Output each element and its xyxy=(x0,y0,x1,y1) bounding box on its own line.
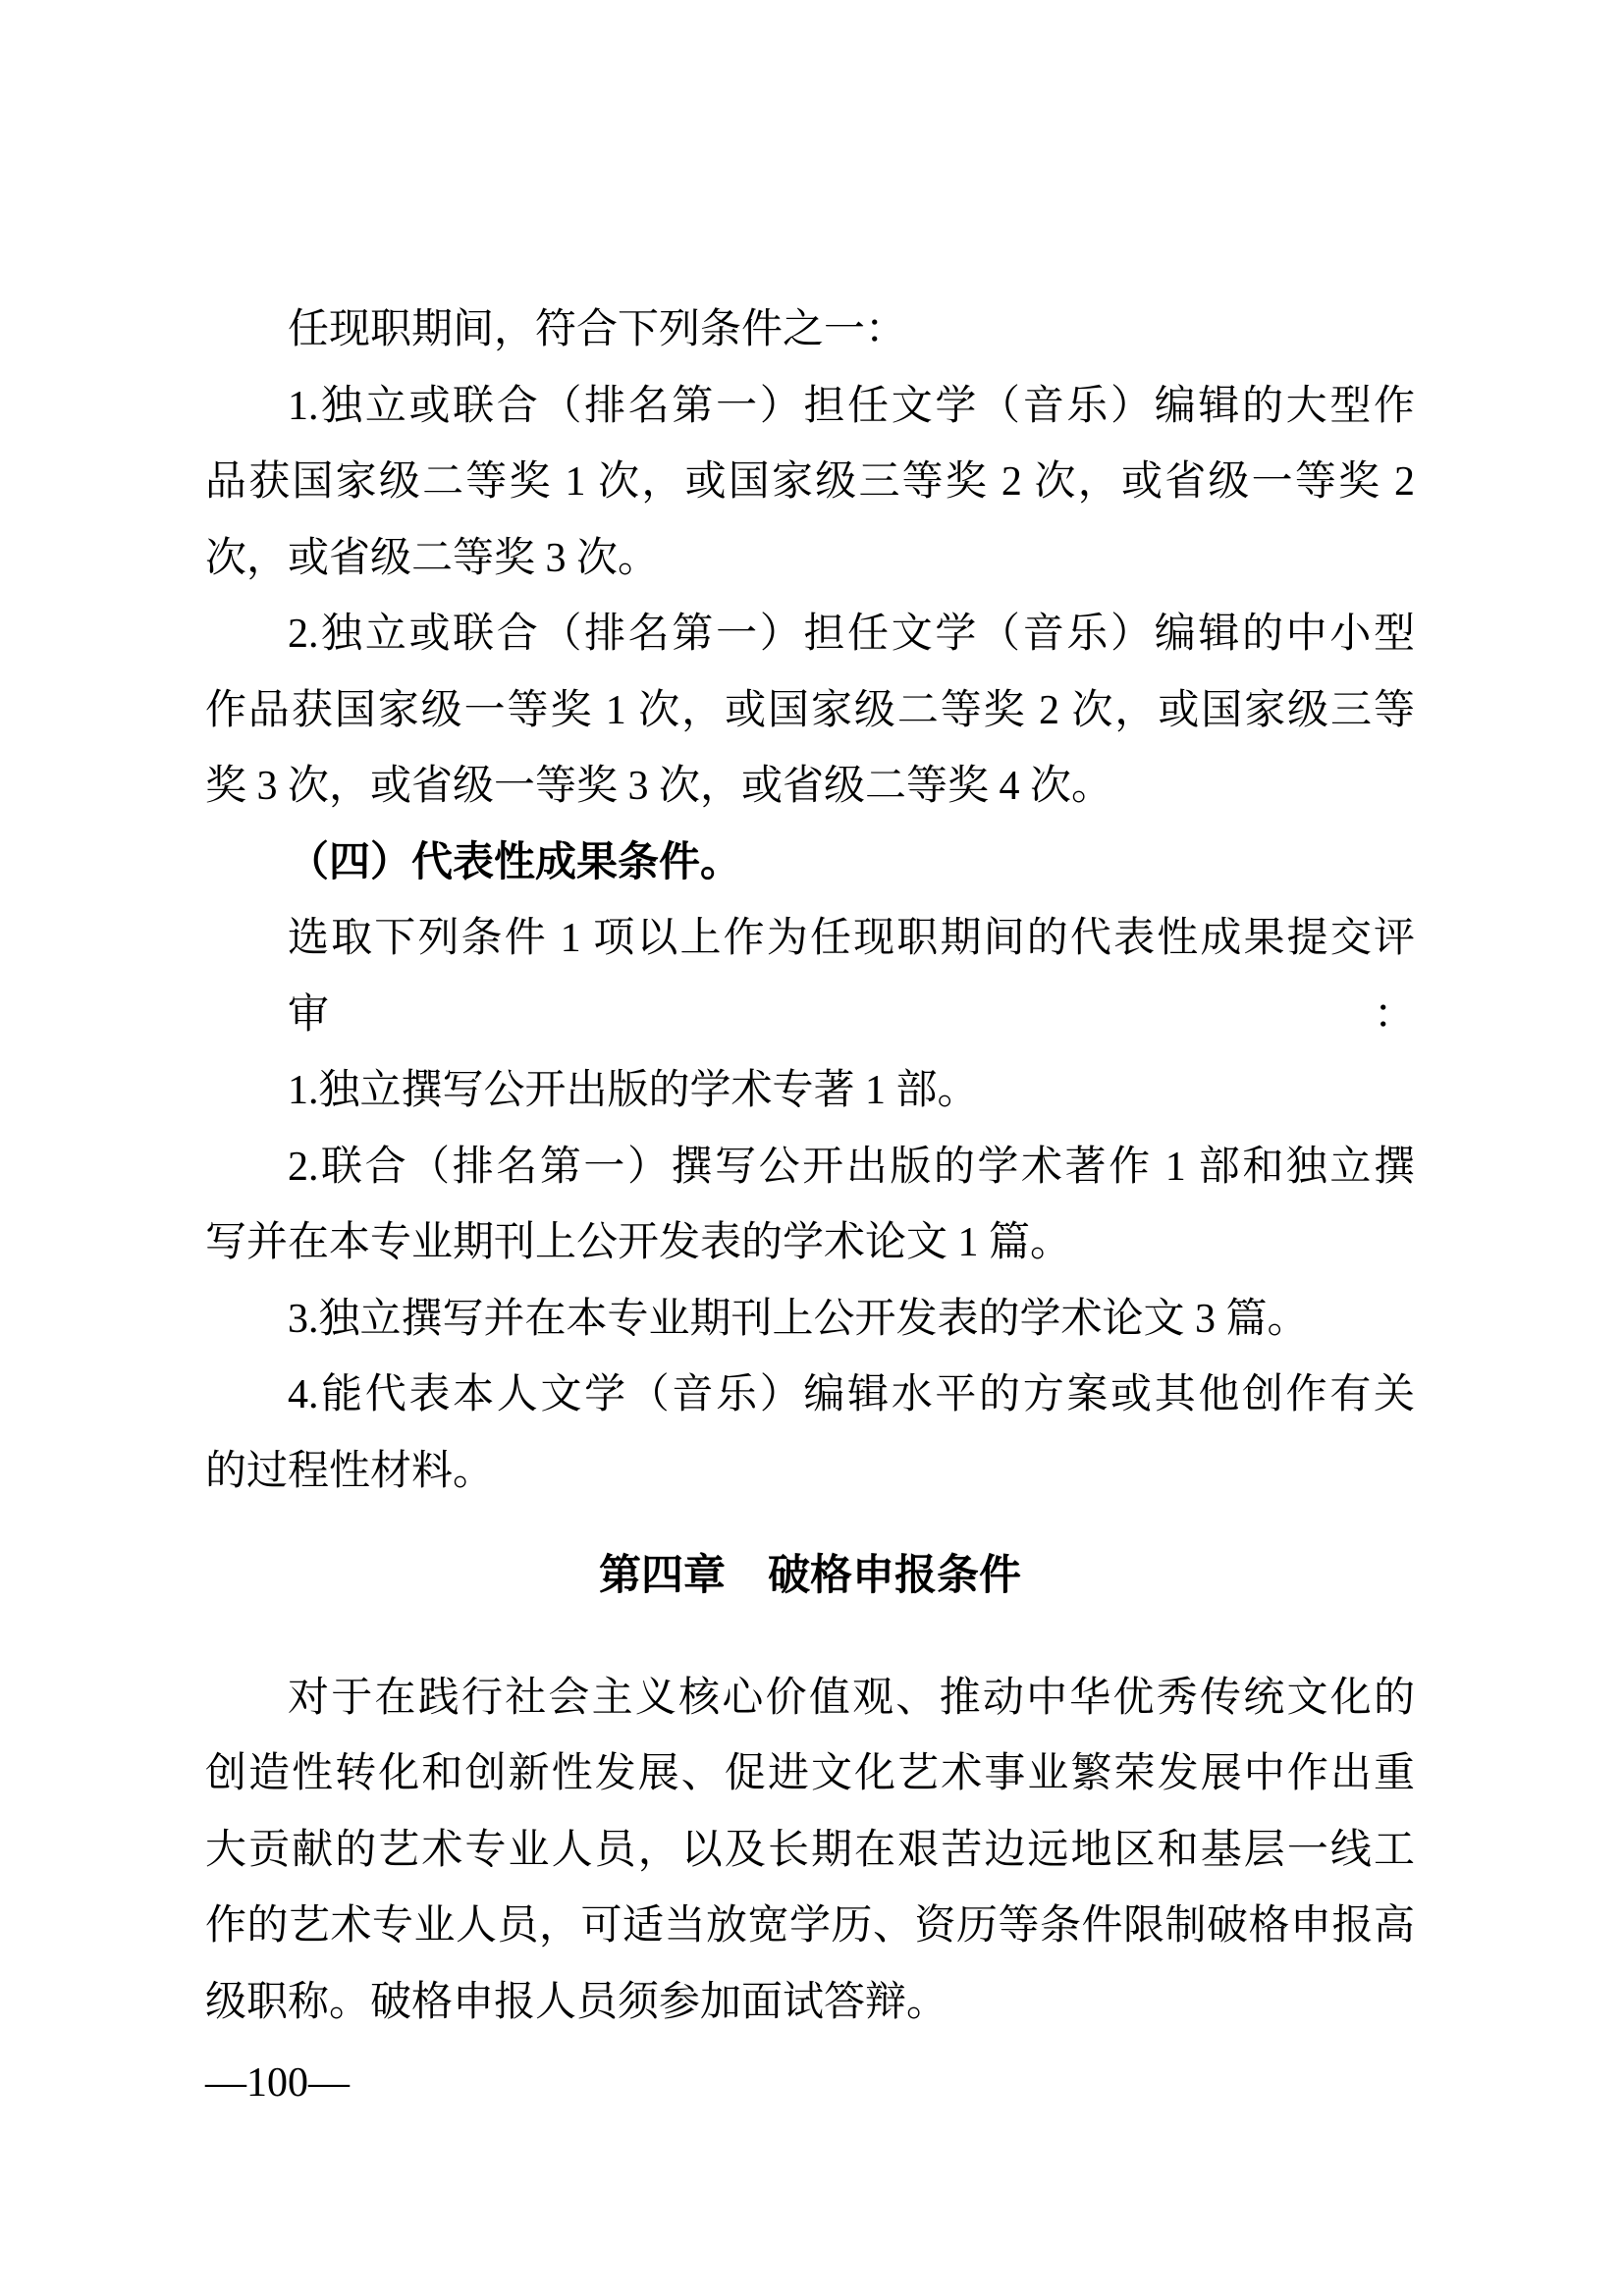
chapter-heading: 第四章 破格申报条件 xyxy=(599,1552,1021,1599)
document-body xyxy=(205,293,1415,2041)
body-line: 品获国家级二等奖 1 次，或国家级三等奖 2 次，或省级一等奖 2 xyxy=(205,459,1415,505)
body-line: 1.独立或联合（排名第一）担任文学（音乐）编辑的大型作 xyxy=(288,383,1415,429)
body-line: 级职称。破格申报人员须参加面试答辩。 xyxy=(205,1979,948,2025)
body-line: 3.独立撰写并在本专业期刊上公开发表的学术论文 3 篇。 xyxy=(288,1296,1309,1342)
body-line-subheading: （四）代表性成果条件。 xyxy=(288,839,742,885)
body-line: 4.能代表本人文学（音乐）编辑水平的方案或其他创作有关 xyxy=(288,1372,1415,1417)
body-line: 任现职期间，符合下列条件之一： xyxy=(288,307,907,352)
body-line: 创造性转化和创新性发展、促进文化艺术事业繁荣发展中作出重 xyxy=(205,1751,1415,1796)
body-line: 2.独立或联合（排名第一）担任文学（音乐）编辑的中小型 xyxy=(288,612,1415,657)
page-number: —100— xyxy=(205,2060,350,2106)
body-line: 选取下列条件 1 项以上作为任现职期间的代表性成果提交评审： xyxy=(288,916,1415,1038)
body-line: 作品获国家级一等奖 1 次，或国家级二等奖 2 次，或国家级三等 xyxy=(205,687,1415,733)
body-line: 大贡献的艺术专业人员，以及长期在艰苦边远地区和基层一线工 xyxy=(205,1827,1415,1873)
body-line: 写并在本专业期刊上公开发表的学术论文 1 篇。 xyxy=(205,1220,1072,1265)
body-line: 的过程性材料。 xyxy=(205,1448,495,1494)
body-line: 2.联合（排名第一）撰写公开出版的学术著作 1 部和独立撰 xyxy=(288,1144,1415,1190)
body-line: 对于在践行社会主义核心价值观、推动中华优秀传统文化的 xyxy=(288,1675,1415,1721)
body-line: 奖 3 次，或省级一等奖 3 次，或省级二等奖 4 次。 xyxy=(205,764,1113,809)
body-line: 作的艺术专业人员，可适当放宽学历、资历等条件限制破格申报高 xyxy=(205,1903,1415,1949)
body-line: 1.独立撰写公开出版的学术专著 1 部。 xyxy=(288,1068,979,1113)
body-line: 次，或省级二等奖 3 次。 xyxy=(205,535,660,581)
